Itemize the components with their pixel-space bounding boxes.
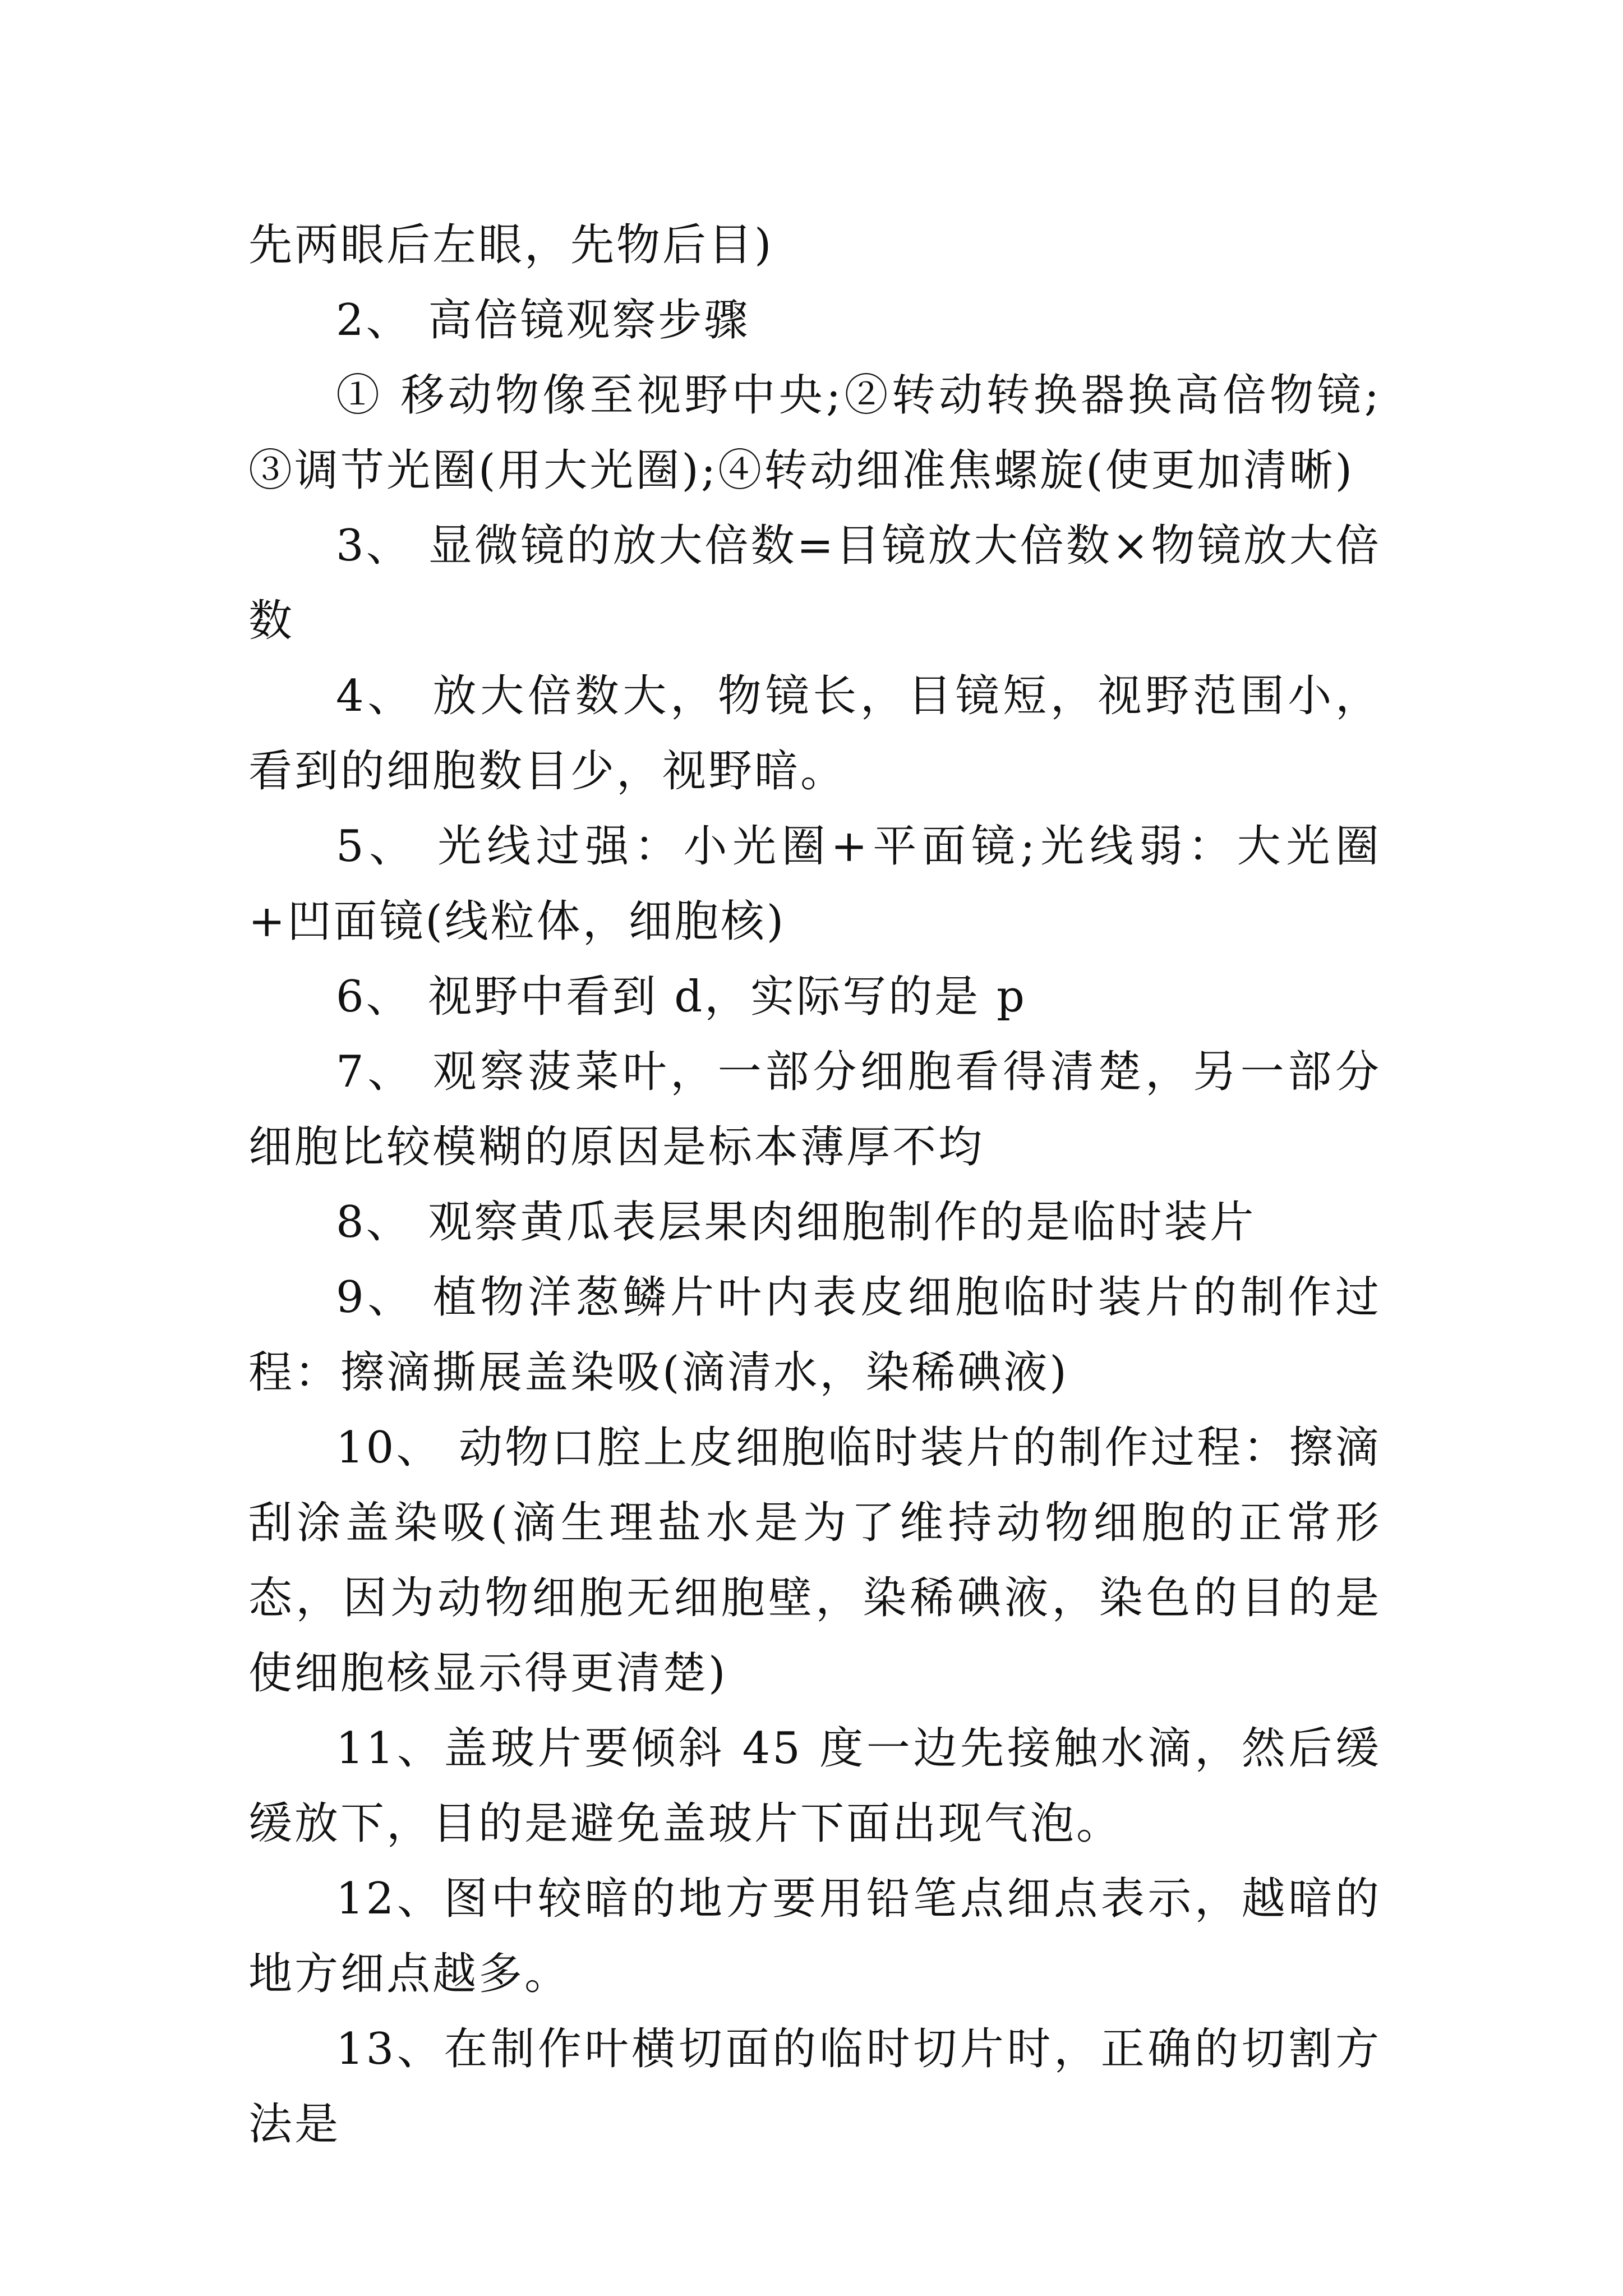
- paragraph-item-13: 13、在制作叶横切面的临时切片时，正确的切割方法是: [248, 2024, 1381, 2150]
- paragraph-item-6: 6、 视野中看到 d，实际写的是 p: [336, 972, 1027, 1022]
- paragraph-item-7: 7、 观察菠菜叶，一部分细胞看得清楚，另一部分细胞比较模糊的原因是标本薄厚不均: [248, 1047, 1381, 1172]
- paragraph-item-11: 11、盖玻片要倾斜 45 度一边先接触水滴，然后缓缓放下，目的是避免盖玻片下面出现气泡。: [248, 1723, 1381, 1849]
- paragraph-item-10: 10、 动物口腔上皮细胞临时装片的制作过程：擦滴刮涂盖染吸(滴生理盐水是为了维持动物细胞的正常形态，因为动物细胞无细胞壁，染稀碘液，染色的目的是使细胞核显示得更清楚): [248, 1423, 1381, 1699]
- paragraph-item-12: 12、图中较暗的地方要用铅笔点细点表示，越暗的地方细点越多。: [248, 1874, 1381, 1999]
- paragraph-item-4: 4、 放大倍数大，物镜长，目镜短，视野范围小，看到的细胞数目少，视野暗。: [248, 671, 1381, 797]
- paragraph-continuation: 先两眼后左眼，先物后目): [248, 220, 774, 270]
- paragraph-item-9: 9、 植物洋葱鳞片叶内表皮细胞临时装片的制作过程：擦滴撕展盖染吸(滴清水，染稀碘液): [248, 1272, 1381, 1398]
- paragraph-item-3: 3、 显微镜的放大倍数=目镜放大倍数×物镜放大倍数: [248, 521, 1381, 646]
- document-body: [248, 208, 1381, 2162]
- paragraph-steps: ① 移动物像至视野中央;②转动转换器换高倍物镜;③调节光圈(用大光圈);④转动细准焦螺旋(使更加清晰): [248, 370, 1381, 496]
- paragraph-item-5: 5、 光线过强：小光圈+平面镜;光线弱：大光圈+凹面镜(线粒体，细胞核): [248, 821, 1381, 947]
- paragraph-item-8: 8、 观察黄瓜表层果肉细胞制作的是临时装片: [336, 1197, 1256, 1248]
- paragraph-item-2: 2、 高倍镜观察步骤: [336, 295, 750, 346]
